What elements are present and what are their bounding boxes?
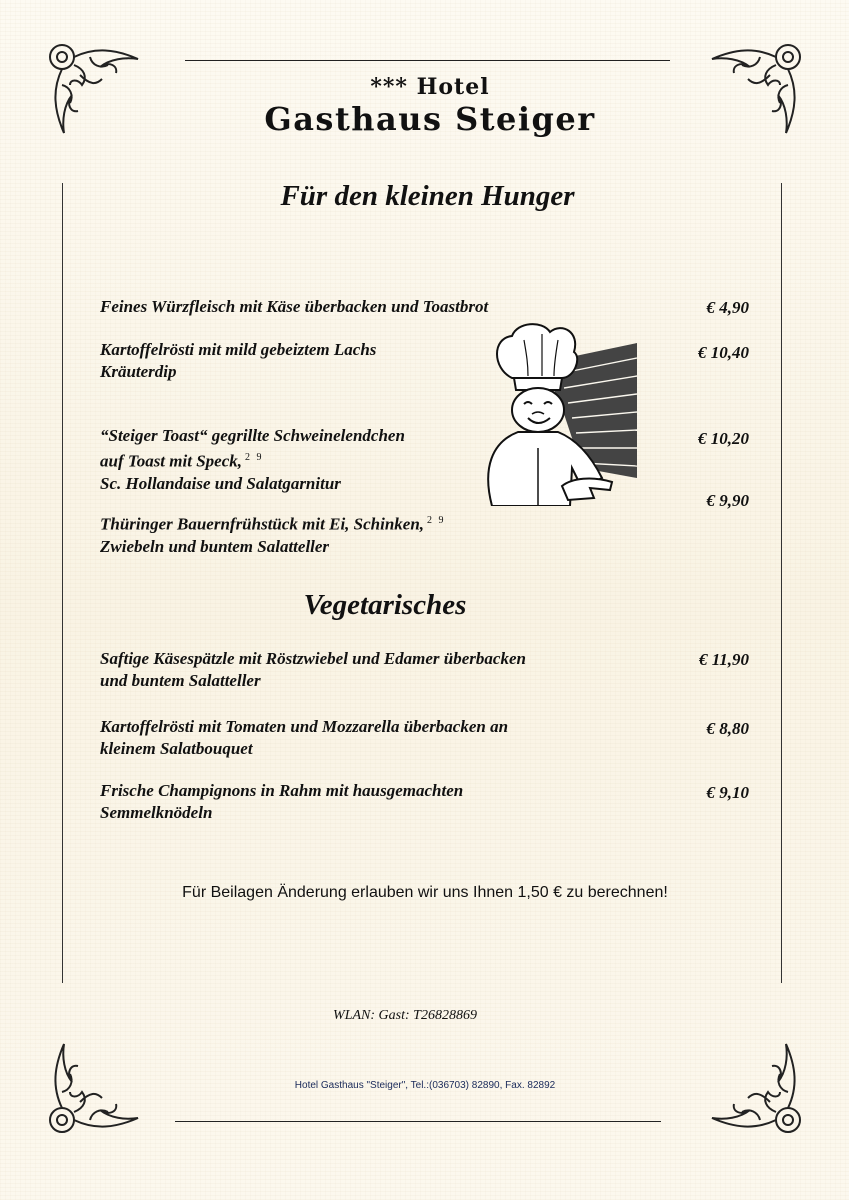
item-name: Saftige Käsespätzle mit Röstzwiebel und Edamer überbacken — [100, 649, 526, 668]
left-border-line — [62, 183, 63, 983]
section-title-snacks: Für den kleinen Hunger — [280, 180, 575, 212]
menu-item-wuerzfleisch — [100, 296, 488, 318]
item-name: “Steiger Toast“ gegrillte Schweinelendchen — [100, 426, 405, 445]
item-price: € 9,90 — [706, 491, 749, 510]
item-description: Zwiebeln und buntem Salatteller — [100, 536, 330, 556]
wlan-info: WLAN: Gast: T26828869 — [333, 1008, 477, 1023]
bottom-divider — [175, 1121, 661, 1122]
item-description: Sc. Hollandaise und Salatgarnitur — [100, 473, 341, 493]
section-title-vegetarian: Vegetarisches — [303, 589, 467, 621]
menu-item-steiger-toast — [100, 425, 405, 495]
corner-ornament-bottom-right-icon — [700, 1032, 810, 1142]
item-price: € 9,10 — [706, 783, 749, 802]
item-description: auf Toast mit Speck, $^{2 9}$ — [100, 451, 264, 471]
hotel-stars-label: *** Hotel — [370, 74, 490, 100]
menu-item-bauernfruehstueck — [100, 510, 446, 558]
item-name: Kartoffelrösti mit Tomaten und Mozzarella überbacken an — [100, 717, 509, 736]
corner-ornament-top-right-icon — [700, 35, 810, 145]
hotel-name: Gasthaus Steiger — [264, 100, 596, 138]
side-dish-note: Für Beilagen Änderung erlauben wir uns Ihnen 1,50 € zu berechnen! — [182, 884, 668, 901]
item-name: Kartoffelrösti mit mild gebeiztem Lachs — [100, 340, 377, 359]
chef-illustration-icon — [462, 318, 642, 506]
menu-item-roesti-lachs — [100, 339, 376, 383]
allergen-note: 2 9 — [245, 452, 264, 463]
menu-item-kaesespaetzle — [100, 648, 526, 692]
menu-item-champignons — [100, 780, 463, 824]
top-divider — [185, 60, 670, 61]
item-name: Frische Champignons in Rahm mit hausgemachten — [100, 781, 464, 800]
item-description: Semmelknödeln — [100, 803, 213, 822]
item-name: Feines Würzfleisch mit Käse überbacken und Toastbrot — [100, 297, 489, 316]
item-name: Thüringer Bauernfrühstück mit Ei, Schinken, $^{2 9}$ — [100, 514, 446, 534]
corner-ornament-top-left-icon — [40, 35, 150, 145]
item-price: € 8,80 — [706, 719, 749, 738]
item-description: kleinem Salatbouquet — [100, 739, 253, 758]
item-price: € 11,90 — [698, 650, 749, 669]
item-description: und buntem Salatteller — [100, 671, 261, 690]
allergen-note: 2 9 — [427, 515, 446, 526]
menu-item-roesti-mozzarella — [100, 716, 508, 760]
item-description: Kräuterdip — [100, 362, 177, 381]
contact-footer: Hotel Gasthaus "Steiger", Tel.:(036703) 82890, Fax. 82892 — [294, 1080, 556, 1091]
corner-ornament-bottom-left-icon — [40, 1032, 150, 1142]
item-price: € 10,40 — [698, 343, 749, 362]
right-border-line — [781, 183, 782, 983]
item-price: € 4,90 — [706, 298, 749, 317]
item-price: € 10,20 — [698, 429, 749, 448]
